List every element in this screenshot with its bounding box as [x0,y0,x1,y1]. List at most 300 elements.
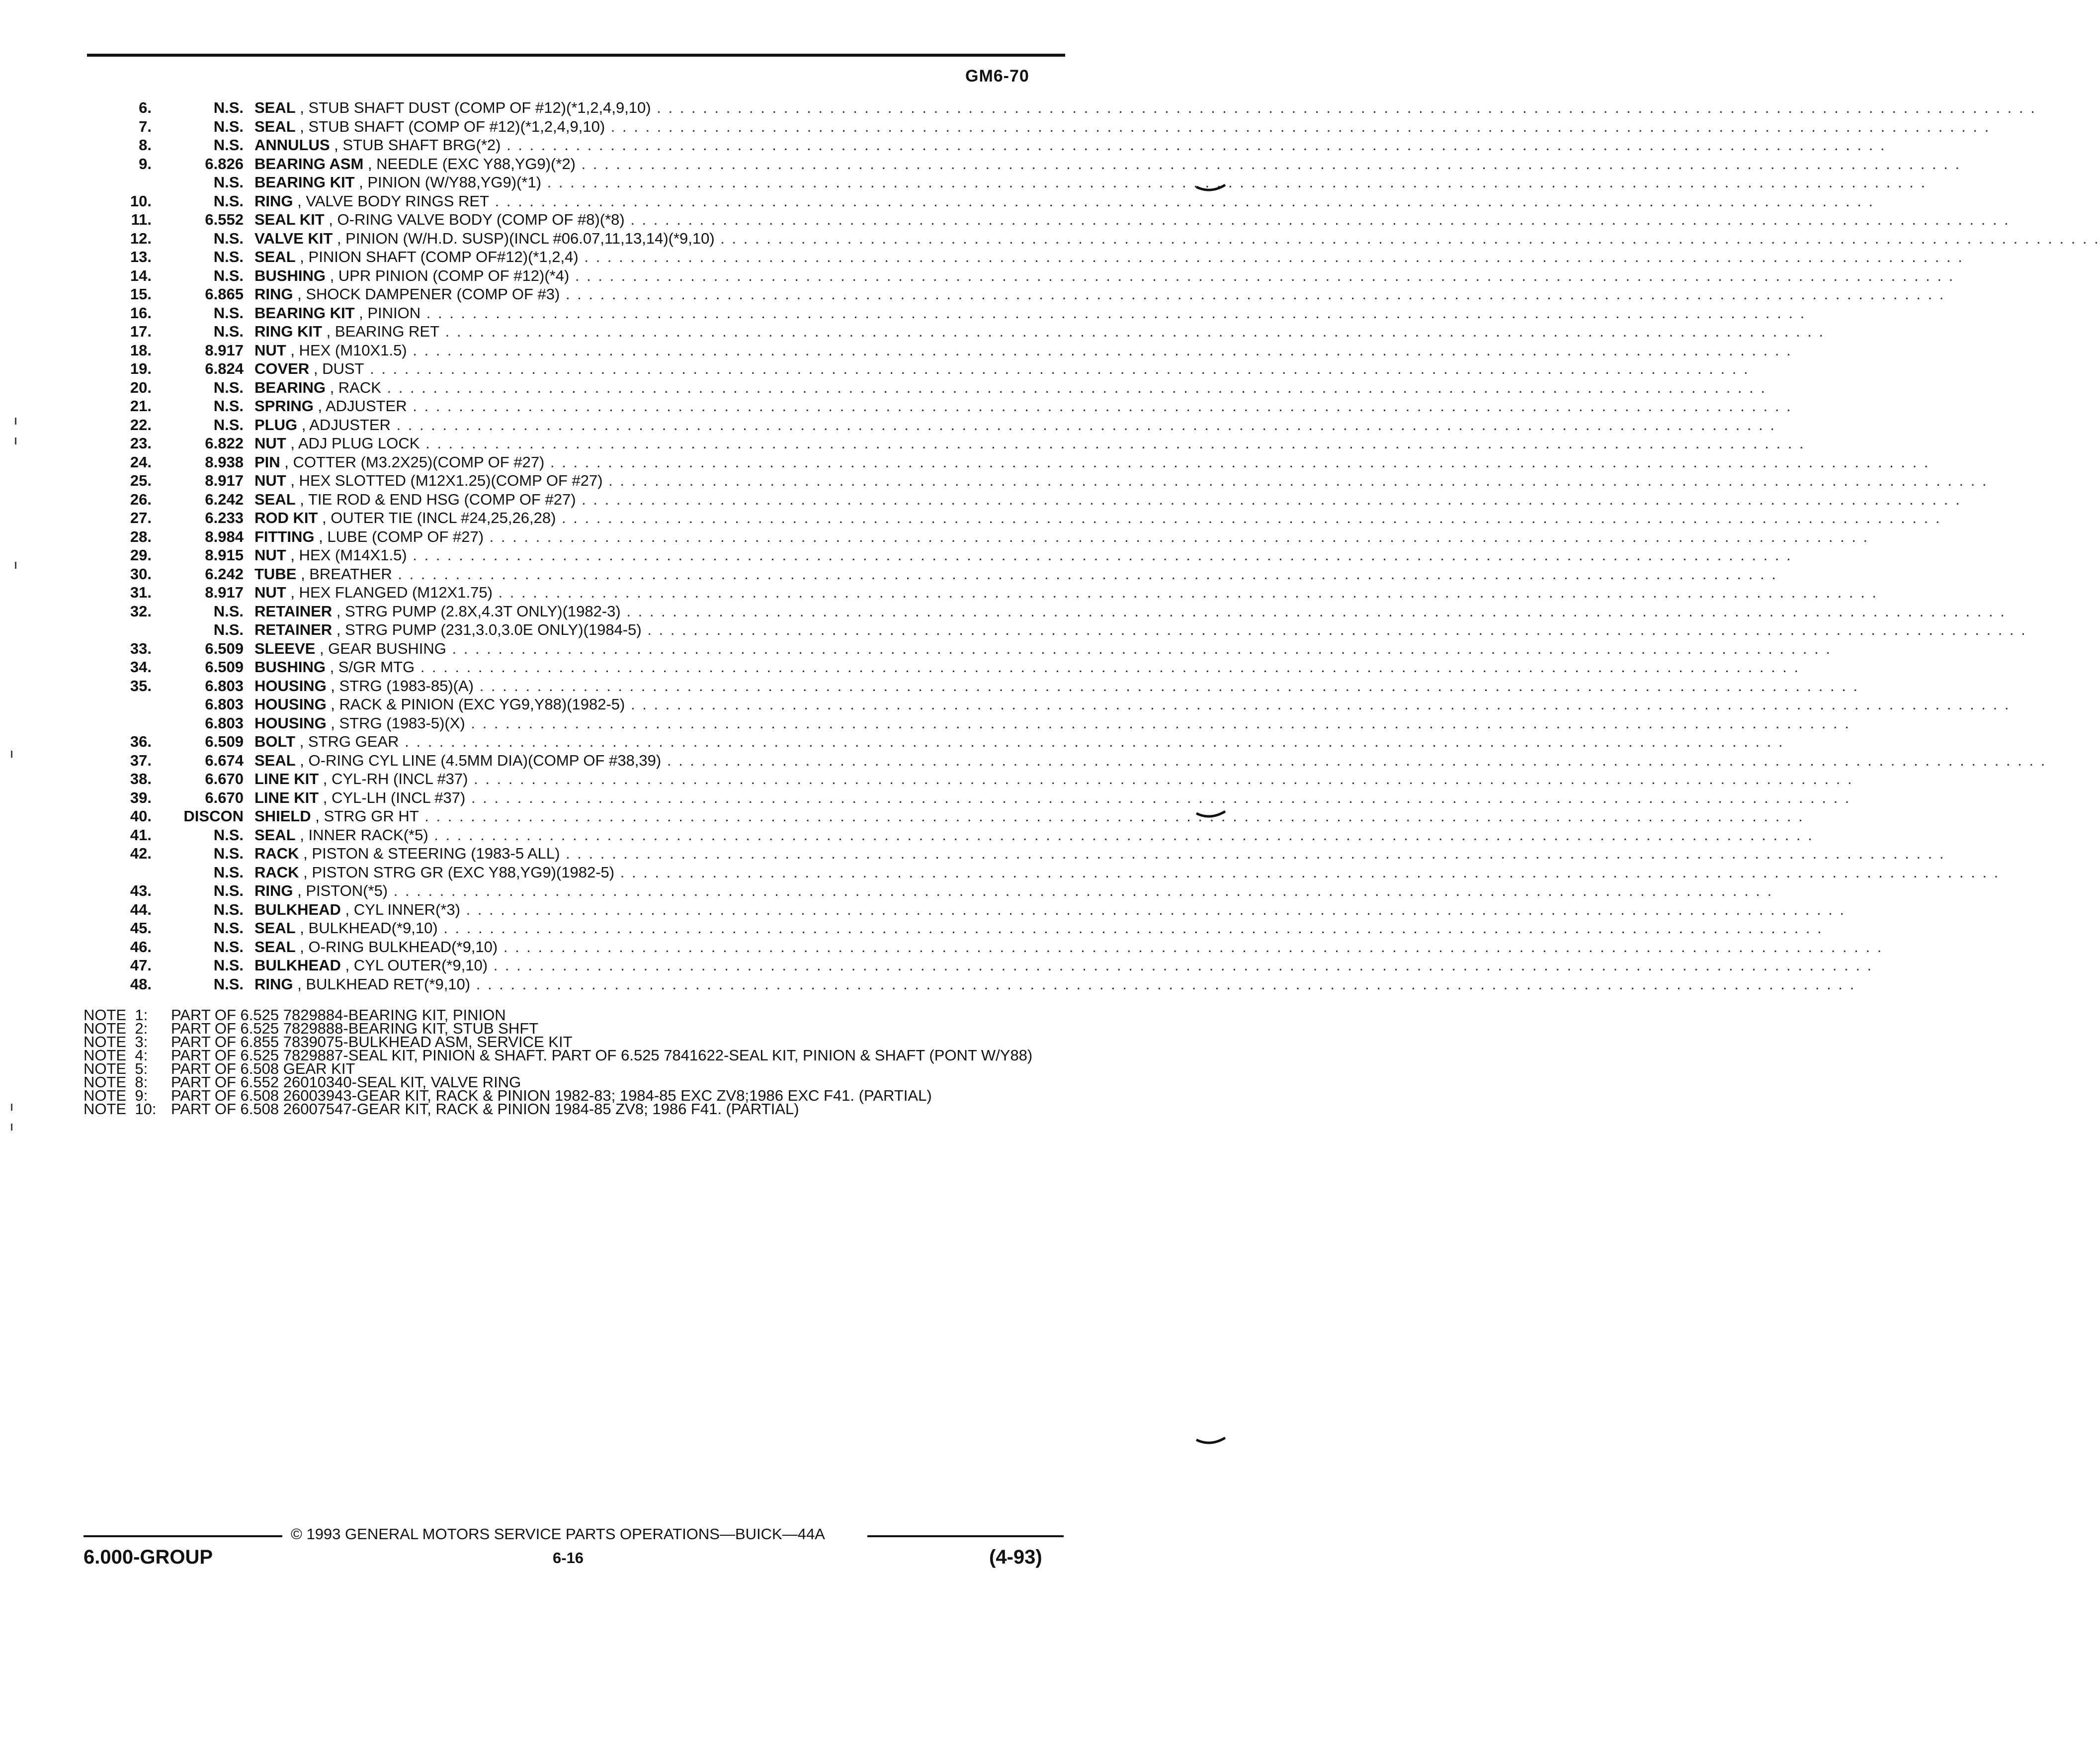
parts-row [0,416,1776,435]
dot-leader: . . . . . . . . . . . . . . . . . . . . . . . . . . . . . . . . . . . . . . . . . . . . . . . . . . . . . . . . . . . . . . . . . . . . . . . . . . . . . . . . . . . . . . . . . . . . . . . . . . . . . . . . . . . . . . . . . . . . . . . . [614,863,2000,881]
part-description [254,322,1825,341]
part-detail: , COTTER (M3.2X25)(COMP OF #27) [280,453,545,471]
part-detail: , PISTON STRG GR (EXC Y88,YG9)(1982-5) [299,863,615,881]
scan-speck [11,1124,12,1131]
part-description [254,527,1869,546]
item-number: 47. [130,957,152,974]
item-number: 46. [130,938,152,956]
part-name: SEAL [254,117,296,135]
item-number: 24. [130,453,152,471]
part-name: RING [254,882,293,899]
parts-row [0,565,1777,584]
item-number: 44. [130,900,152,918]
parts-row [0,155,1961,174]
item-number: 18. [130,341,152,359]
item-number: 35. [130,677,152,695]
item-number: 22. [130,416,152,434]
footer-rule-left [84,1535,282,1537]
part-detail: , CYL OUTER(*9,10) [340,957,488,974]
notes-section [84,1008,1058,1116]
part-detail: , HEX FLANGED (M12X1.75) [286,584,493,601]
dot-leader: . . . . . . . . . . . . . . . . . . . . . . . . . . . . . . . . . . . . . . . . . . . . . . . . . . . . . . . . . . . . . . . . . . . . . . . . . . . . . . . . . . . . . . . . . . . . . . . . . . . . . . . . . . . . . . . . . . . . . . . . [428,826,1814,844]
dot-leader: . . . . . . . . . . . . . . . . . . . . . . . . . . . . . . . . . . . . . . . . . . . . . . . . . . . . . . . . . . . . . . . . . . . . . . . . . . . . . . . . . . . . . . . . . . . . . . . . . . . . . . . . . . . . . . . . . . . . . . . . [364,360,1750,377]
parts-row [0,583,1878,602]
dot-leader: . . . . . . . . . . . . . . . . . . . . . . . . . . . . . . . . . . . . . . . . . . . . . . . . . . . . . . . . . . . . . . . . . . . . . . . . . . . . . . . . . . . . . . . . . . . . . . . . . . . . . . . . . . . . . . . . . . . . . . . . [381,378,1766,396]
item-number: 41. [130,826,152,844]
item-number: 37. [130,751,152,769]
page-number: 6-16 [553,1549,584,1567]
part-detail: , CYL-RH (INCL #37) [319,770,468,788]
part-detail: , HEX (M10X1.5) [286,341,407,359]
group-number: 6.674 [205,751,244,769]
note-label: NOTE 8: [84,1073,148,1091]
part-detail: , ADJ PLUG LOCK [286,435,420,452]
part-description [254,583,1878,602]
item-number: 42. [130,845,152,862]
group-number: 6.509 [205,639,244,657]
part-detail: , STUB SHAFT BRG(*2) [330,136,501,154]
part-detail: , GEAR BUSHING [315,639,446,657]
part-description [254,304,1806,323]
part-description [254,117,1991,136]
note-label: NOTE 1: [84,1006,148,1024]
dot-leader: . . . . . . . . . . . . . . . . . . . . . . . . . . . . . . . . . . . . . . . . . . . . . . . . . . . . . . . . . . . . . . . . . . . . . . . . . . . . . . . . . . . . . . . . . . . . . . . . . . . . . . . . . . . . . . . . . . . . . . . . [541,174,1927,191]
group-number: N.S. [213,975,244,993]
part-name: NUT [254,435,286,452]
dot-leader: . . . . . . . . . . . . . . . . . . . . . . . . . . . . . . . . . . . . . . . . . . . . . . . . . . . . . . . . . . . . . . . . . . . . . . . . . . . . . . . . . . . . . . . . . . . . . . . . . . . . . . . . . . . . . . . . . . . . . . . . [420,435,1805,452]
part-name: BUSHING [254,658,326,676]
part-description [254,248,1964,266]
part-description [254,266,1955,285]
part-name: BEARING KIT [254,304,355,322]
group-number: 6.233 [205,509,244,526]
part-name: RETAINER [254,621,333,638]
part-description [254,565,1777,584]
binder-mark [1195,184,1226,195]
part-description [254,359,1750,378]
part-description [254,397,1792,416]
part-description [254,826,1814,845]
dot-leader: . . . . . . . . . . . . . . . . . . . . . . . . . . . . . . . . . . . . . . . . . . . . . . . . . . . . . . . . . . . . . . . . . . . . . . . . . . . . . . . . . . . . . . . . . . . . . . . . . . . . . . . . . . . . . . . . . . . . . . . . [578,248,1964,265]
note-label: NOTE 5: [84,1060,148,1077]
group-number: N.S. [213,323,244,340]
scan-speck [11,751,12,758]
part-detail: , RACK & PINION (EXC YG9,Y88)(1982-5) [326,696,625,713]
part-detail: , PISTON & STEERING (1983-5 ALL) [299,845,560,862]
note-text: PART OF 6.525 7829888-BEARING KIT, STUB SHFT [171,1020,539,1037]
part-detail: , BULKHEAD(*9,10) [295,919,438,937]
part-description [254,341,1792,360]
group-number: N.S. [213,826,244,844]
part-description [254,788,1851,807]
part-name: PIN [254,453,280,471]
part-name: SEAL KIT [254,211,325,228]
copyright-text: © 1993 GENERAL MOTORS SERVICE PARTS OPERATIONS—BUICK—44A [291,1525,825,1543]
part-description [254,639,1832,658]
part-name: NUT [254,546,286,564]
part-description [254,173,1927,192]
group-number: N.S. [213,416,244,434]
part-detail: , CYL-LH (INCL #37) [319,788,466,806]
item-number: 7. [139,117,152,135]
part-name: NUT [254,472,286,489]
group-number: 6.824 [205,360,244,377]
part-detail: , LUBE (COMP OF #27) [314,527,484,545]
part-name: RACK [254,863,299,881]
group-number: N.S. [213,863,244,881]
group-number: 8.917 [205,472,244,489]
item-number: 9. [139,155,152,173]
dot-leader: . . . . . . . . . . . . . . . . . . . . . . . . . . . . . . . . . . . . . . . . . . . . . . . . . . . . . . . . . . . . . . . . . . . . . . . . . . . . . . . . . . . . . . . . . . . . . . . . . . . . . . . . . . . . . . . . . . . . . . . . [474,677,1859,695]
group-number: 6.509 [205,733,244,750]
part-detail: , BREATHER [296,565,392,583]
part-name: SEAL [254,826,296,844]
item-number: 11. [131,211,152,228]
dot-leader: . . . . . . . . . . . . . . . . . . . . . . . . . . . . . . . . . . . . . . . . . . . . . . . . . . . . . . . . . . . . . . . . . . . . . . . . . . . . . . . . . . . . . . . . . . . . . . . . . . . . . . . . . . . . . . . . . . . . . . . . [641,621,2027,638]
parts-row [0,956,1873,975]
part-detail: , O-RING BULKHEAD(*9,10) [295,938,498,956]
part-name: SPRING [254,397,314,415]
note-text: PART OF 6.508 26007547-GEAR KIT, RACK & PINION 1984-85 ZV8; 1986 F41. (PARTIAL) [171,1100,799,1118]
part-name: SHIELD [254,807,311,825]
group-number: N.S. [213,397,244,415]
group-number: N.S. [213,99,244,116]
part-description [254,453,1930,472]
parts-row [0,117,1991,136]
dot-leader: . . . . . . . . . . . . . . . . . . . . . . . . . . . . . . . . . . . . . . . . . . . . . . . . . . . . . . . . . . . . . . . . . . . . . . . . . . . . . . . . . . . . . . . . . . . . . . . . . . . . . . . . . . . . . . . . . . . . . . . . [437,919,1823,937]
parts-row [0,527,1869,546]
part-description [254,919,1823,938]
part-detail: , DUST [309,360,364,377]
part-description [254,714,1850,733]
parts-row [0,881,1773,900]
parts-row [0,229,2100,248]
item-number: 40. [130,807,152,825]
item-number: 26. [130,490,152,508]
group-number: 8.917 [205,341,244,359]
part-name: LINE KIT [254,788,319,806]
part-description [254,900,1846,919]
part-detail: , CYL INNER(*3) [340,900,460,918]
part-detail: , BULKHEAD RET(*9,10) [293,975,471,993]
part-detail: , VALVE BODY RINGS RET [293,192,489,210]
group-number: N.S. [213,136,244,154]
group-number: 6.822 [205,435,244,452]
parts-row [0,322,1825,341]
parts-row [0,434,1805,453]
part-description [254,378,1766,397]
group-number: N.S. [213,900,244,918]
part-name: FITTING [254,527,315,545]
parts-row [0,509,1941,527]
note-label: NOTE 2: [84,1020,148,1037]
parts-row [0,210,2010,229]
group-number: N.S. [213,957,244,974]
part-description [254,416,1776,435]
note-text: PART OF 6.855 7839075-BULKHEAD ASM, SERVICE KIT [171,1033,573,1050]
part-description [254,434,1805,453]
part-name: COVER [254,360,310,377]
group-number: 8.915 [205,546,244,564]
part-description [254,844,1945,863]
binder-mark [1195,1437,1226,1448]
scan-speck [11,1104,12,1111]
part-description [254,155,1961,174]
part-description [254,863,2000,882]
group-number: N.S. [213,621,244,638]
dot-leader: . . . . . . . . . . . . . . . . . . . . . . . . . . . . . . . . . . . . . . . . . . . . . . . . . . . . . . . . . . . . . . . . . . . . . . . . . . . . . . . . . . . . . . . . . . . . . . . . . . . . . . . . . . . . . . . . . . . . . . . . [560,285,1945,303]
part-name: SEAL [254,938,296,956]
dot-leader: . . . . . . . . . . . . . . . . . . . . . . . . . . . . . . . . . . . . . . . . . . . . . . . . . . . . . . . . . . . . . . . . . . . . . . . . . . . . . . . . . . . . . . . . . . . . . . . . . . . . . . . . . . . . . . . . . . . . . . . . [576,490,1961,508]
part-detail: , PINION [354,304,421,322]
dot-leader: . . . . . . . . . . . . . . . . . . . . . . . . . . . . . . . . . . . . . . . . . . . . . . . . . . . . . . . . . . . . . . . . . . . . . . . . . . . . . . . . . . . . . . . . . . . . . . . . . . . . . . . . . . . . . . . . . . . . . . . . [498,938,1883,956]
group-number: N.S. [213,117,244,135]
note-text: PART OF 6.525 7829887-SEAL KIT, PINION & SHAFT. PART OF 6.525 7841622-SEAL KIT, PINION & SHAFT (PONT W/Y88) [171,1047,1033,1064]
item-number: 20. [130,378,152,396]
part-name: NUT [254,584,286,601]
part-name: BUSHING [254,266,326,284]
dot-leader: . . . . . . . . . . . . . . . . . . . . . . . . . . . . . . . . . . . . . . . . . . . . . . . . . . . . . . . . . . . . . . . . . . . . . . . . . . . . . . . . . . . . . . . . . . . . . . . . . . . . . . . . . . . . . . . . . . . . . . . . [625,696,2011,713]
parts-row [0,304,1806,323]
part-name: RING [254,285,293,303]
dot-leader: . . . . . . . . . . . . . . . . . . . . . . . . . . . . . . . . . . . . . . . . . . . . . . . . . . . . . . . . . . . . . . . . . . . . . . . . . . . . . . . . . . . . . . . . . . . . . . . . . . . . . . . . . . . . . . . . . . . . . . . . [468,770,1853,788]
parts-row [0,192,1875,211]
part-description [254,471,1988,490]
parts-row [0,136,1886,155]
part-description [254,192,1875,211]
dot-leader: . . . . . . . . . . . . . . . . . . . . . . . . . . . . . . . . . . . . . . . . . . . . . . . . . . . . . . . . . . . . . . . . . . . . . . . . . . . . . . . . . . . . . . . . . . . . . . . . . . . . . . . . . . . . . . . . . . . . . . . . [624,211,2010,228]
part-name: RING KIT [254,323,323,340]
item-number: 17. [130,323,152,340]
note-text: PART OF 6.525 7829884-BEARING KIT, PINION [171,1006,506,1024]
dot-leader: . . . . . . . . . . . . . . . . . . . . . . . . . . . . . . . . . . . . . . . . . . . . . . . . . . . . . . . . . . . . . . . . . . . . . . . . . . . . . . . . . . . . . . . . . . . . . . . . . . . . . . . . . . . . . . . . . . . . . . . . [390,416,1776,434]
dot-leader: . . . . . . . . . . . . . . . . . . . . . . . . . . . . . . . . . . . . . . . . . . . . . . . . . . . . . . . . . . . . . . . . . . . . . . . . . . . . . . . . . . . . . . . . . . . . . . . . . . . . . . . . . . . . . . . . . . . . . . . . [420,304,1806,322]
dot-leader: . . . . . . . . . . . . . . . . . . . . . . . . . . . . . . . . . . . . . . . . . . . . . . . . . . . . . . . . . . . . . . . . . . . . . . . . . . . . . . . . . . . . . . . . . . . . . . . . . . . . . . . . . . . . . . . . . . . . . . . . [484,527,1869,545]
dot-leader: . . . . . . . . . . . . . . . . . . . . . . . . . . . . . . . . . . . . . . . . . . . . . . . . . . . . . . . . . . . . . . . . . . . . . . . . . . . . . . . . . . . . . . . . . . . . . . . . . . . . . . . . . . . . . . . . . . . . . . . . [714,229,2100,247]
part-description [254,546,1792,565]
group-number: 6.670 [205,770,244,788]
group-number: N.S. [213,919,244,937]
page-id: GM6-70 [965,67,1029,86]
group-number: N.S. [213,882,244,899]
group-number: 6.242 [205,565,244,583]
parts-row [0,341,1792,360]
part-name: PLUG [254,416,298,434]
group-number: N.S. [213,248,244,265]
parts-row [0,639,1832,658]
item-number: 21. [130,397,152,415]
part-name: BOLT [254,733,296,750]
group-number: N.S. [213,304,244,322]
part-detail: , ADJUSTER [313,397,407,415]
group-number: 6.242 [205,490,244,508]
part-name: TUBE [254,565,297,583]
item-number: 32. [130,602,152,620]
parts-row [0,602,2006,621]
part-name: SEAL [254,248,296,265]
dot-leader: . . . . . . . . . . . . . . . . . . . . . . . . . . . . . . . . . . . . . . . . . . . . . . . . . . . . . . . . . . . . . . . . . . . . . . . . . . . . . . . . . . . . . . . . . . . . . . . . . . . . . . . . . . . . . . . . . . . . . . . . [465,788,1851,806]
dot-leader: . . . . . . . . . . . . . . . . . . . . . . . . . . . . . . . . . . . . . . . . . . . . . . . . . . . . . . . . . . . . . . . . . . . . . . . . . . . . . . . . . . . . . . . . . . . . . . . . . . . . . . . . . . . . . . . . . . . . . . . . [439,323,1825,340]
part-name: HOUSING [254,696,327,713]
part-name: BEARING ASM [254,155,364,173]
part-name: SEAL [254,919,296,937]
part-description [254,136,1886,155]
item-number: 10. [130,192,152,210]
part-detail: , RACK [325,378,381,396]
group-number: 6.826 [205,155,244,173]
part-description [254,881,1773,900]
parts-row [0,173,1927,192]
part-description [254,602,2006,621]
parts-row [0,975,1856,994]
part-detail: , O-RING VALVE BODY (COMP OF #8)(*8) [324,211,625,228]
top-rule [87,54,1065,57]
group-label: 6.000-GROUP [84,1546,213,1568]
dot-leader: . . . . . . . . . . . . . . . . . . . . . . . . . . . . . . . . . . . . . . . . . . . . . . . . . . . . . . . . . . . . . . . . . . . . . . . . . . . . . . . . . . . . . . . . . . . . . . . . . . . . . . . . . . . . . . . . . . . . . . . . [407,546,1792,564]
part-description [254,677,1859,696]
item-number: 28. [130,527,152,545]
note-text: PART OF 6.508 26003943-GEAR KIT, RACK & PINION 1982-83; 1984-85 EXC ZV8;1986 EXC F41. (PARTIAL) [171,1087,932,1104]
group-number: N.S. [213,174,244,191]
parts-row [0,695,2011,714]
parts-row [0,248,1964,266]
parts-row [0,714,1850,733]
parts-row [0,938,1883,957]
part-detail: , STRG (1983-85)(A) [326,677,474,695]
dot-leader: . . . . . . . . . . . . . . . . . . . . . . . . . . . . . . . . . . . . . . . . . . . . . . . . . . . . . . . . . . . . . . . . . . . . . . . . . . . . . . . . . . . . . . . . . . . . . . . . . . . . . . . . . . . . . . . . . . . . . . . . [460,900,1846,918]
part-name: RACK [254,845,299,862]
part-detail: , TIE ROD & END HSG (COMP OF #27) [295,490,576,508]
part-description [254,210,2010,229]
binder-mark [1195,810,1226,821]
group-number: N.S. [213,266,244,284]
parts-row [0,658,1800,677]
item-number: 34. [130,658,152,676]
item-number: 13. [130,248,152,265]
dot-leader: . . . . . . . . . . . . . . . . . . . . . . . . . . . . . . . . . . . . . . . . . . . . . . . . . . . . . . . . . . . . . . . . . . . . . . . . . . . . . . . . . . . . . . . . . . . . . . . . . . . . . . . . . . . . . . . . . . . . . . . . [492,584,1878,601]
part-description [254,807,1804,826]
note-label: NOTE 3: [84,1033,148,1050]
parts-row [0,378,1766,397]
part-description [254,229,2100,248]
parts-row [0,844,1945,863]
part-detail: , NEEDLE (EXC Y88,YG9)(*2) [363,155,576,173]
parts-row [0,919,1823,938]
group-number: N.S. [213,938,244,956]
part-name: HOUSING [254,677,327,695]
part-detail: , STRG PUMP (231,3.0,3.0E ONLY)(1984-5) [332,621,642,638]
dot-leader: . . . . . . . . . . . . . . . . . . . . . . . . . . . . . . . . . . . . . . . . . . . . . . . . . . . . . . . . . . . . . . . . . . . . . . . . . . . . . . . . . . . . . . . . . . . . . . . . . . . . . . . . . . . . . . . . . . . . . . . . [392,565,1777,583]
item-number: 33. [130,639,152,657]
part-detail: , STUB SHAFT DUST (COMP OF #12)(*1,2,4,9,10) [295,99,651,116]
note-text: PART OF 6.552 26010340-SEAL KIT, VALVE RING [171,1073,521,1091]
part-name: BEARING KIT [254,174,355,191]
parts-row [0,359,1750,378]
scan-speck [15,562,16,569]
item-number: 25. [130,472,152,489]
parts-row [0,788,1851,807]
part-name: LINE KIT [254,770,319,788]
part-detail: , HEX (M14X1.5) [286,546,407,564]
footer-rule-right [867,1535,1064,1537]
group-number: 8.984 [205,527,244,545]
item-number: 30. [130,565,152,583]
part-detail: , STRG GEAR [295,733,399,750]
dot-leader: . . . . . . . . . . . . . . . . . . . . . . . . . . . . . . . . . . . . . . . . . . . . . . . . . . . . . . . . . . . . . . . . . . . . . . . . . . . . . . . . . . . . . . . . . . . . . . . . . . . . . . . . . . . . . . . . . . . . . . . . [560,845,1945,862]
part-description [254,938,1883,957]
part-detail: , BEARING RET [322,323,440,340]
part-name: VALVE KIT [254,229,333,247]
part-detail: , PINION SHAFT (COMP OF#12)(*1,2,4) [295,248,579,265]
parts-row [0,546,1792,565]
parts-row [0,770,1853,788]
item-number: 15. [130,285,152,303]
item-number: 39. [130,788,152,806]
dot-leader: . . . . . . . . . . . . . . . . . . . . . . . . . . . . . . . . . . . . . . . . . . . . . . . . . . . . . . . . . . . . . . . . . . . . . . . . . . . . . . . . . . . . . . . . . . . . . . . . . . . . . . . . . . . . . . . . . . . . . . . . [488,957,1873,974]
dot-leader: . . . . . . . . . . . . . . . . . . . . . . . . . . . . . . . . . . . . . . . . . . . . . . . . . . . . . . . . . . . . . . . . . . . . . . . . . . . . . . . . . . . . . . . . . . . . . . . . . . . . . . . . . . . . . . . . . . . . . . . . [569,266,1955,284]
part-detail: , OUTER TIE (INCL #24,25,26,28) [318,509,556,526]
part-detail: , STRG GR HT [311,807,419,825]
group-number: N.S. [213,845,244,862]
part-detail: , PISTON(*5) [293,882,388,899]
part-name: SEAL [254,490,296,508]
part-name: SEAL [254,751,296,769]
dot-leader: . . . . . . . . . . . . . . . . . . . . . . . . . . . . . . . . . . . . . . . . . . . . . . . . . . . . . . . . . . . . . . . . . . . . . . . . . . . . . . . . . . . . . . . . . . . . . . . . . . . . . . . . . . . . . . . . . . . . . . . . [465,714,1850,732]
part-description [254,975,1856,994]
item-number: 19. [130,360,152,377]
parts-row [0,863,2000,882]
item-number: 12. [130,229,152,247]
dot-leader: . . . . . . . . . . . . . . . . . . . . . . . . . . . . . . . . . . . . . . . . . . . . . . . . . . . . . . . . . . . . . . . . . . . . . . . . . . . . . . . . . . . . . . . . . . . . . . . . . . . . . . . . . . . . . . . . . . . . . . . . [602,472,1988,489]
dot-leader: . . . . . . . . . . . . . . . . . . . . . . . . . . . . . . . . . . . . . . . . . . . . . . . . . . . . . . . . . . . . . . . . . . . . . . . . . . . . . . . . . . . . . . . . . . . . . . . . . . . . . . . . . . . . . . . . . . . . . . . . [576,155,1961,173]
part-detail: , INNER RACK(*5) [295,826,428,844]
parts-row [0,453,1930,472]
part-name: HOUSING [254,714,327,732]
item-number: 23. [130,435,152,452]
item-number: 6. [139,99,152,116]
item-number: 43. [130,882,152,899]
part-name: BULKHEAD [254,957,341,974]
part-name: RING [254,975,293,993]
scan-speck [15,418,16,425]
parts-row [0,285,1945,304]
part-description [254,658,1800,677]
parts-row [0,826,1814,845]
item-number: 48. [130,975,152,993]
part-detail: , UPR PINION (COMP OF #12)(*4) [325,266,570,284]
part-detail: , PINION (W/Y88,YG9)(*1) [354,174,542,191]
item-number: 14. [130,266,152,284]
part-name: ROD KIT [254,509,318,526]
part-detail: , S/GR MTG [325,658,415,676]
scan-speck [15,438,16,444]
part-detail: , ADJUSTER [297,416,391,434]
dot-leader: . . . . . . . . . . . . . . . . . . . . . . . . . . . . . . . . . . . . . . . . . . . . . . . . . . . . . . . . . . . . . . . . . . . . . . . . . . . . . . . . . . . . . . . . . . . . . . . . . . . . . . . . . . . . . . . . . . . . . . . . [399,733,1784,750]
part-description [254,732,1784,751]
revision-date: (4-93) [989,1546,1042,1568]
dot-leader: . . . . . . . . . . . . . . . . . . . . . . . . . . . . . . . . . . . . . . . . . . . . . . . . . . . . . . . . . . . . . . . . . . . . . . . . . . . . . . . . . . . . . . . . . . . . . . . . . . . . . . . . . . . . . . . . . . . . . . . . [661,751,2047,769]
parts-row [0,732,1784,751]
dot-leader: . . . . . . . . . . . . . . . . . . . . . . . . . . . . . . . . . . . . . . . . . . . . . . . . . . . . . . . . . . . . . . . . . . . . . . . . . . . . . . . . . . . . . . . . . . . . . . . . . . . . . . . . . . . . . . . . . . . . . . . . [605,117,1991,135]
dot-leader: . . . . . . . . . . . . . . . . . . . . . . . . . . . . . . . . . . . . . . . . . . . . . . . . . . . . . . . . . . . . . . . . . . . . . . . . . . . . . . . . . . . . . . . . . . . . . . . . . . . . . . . . . . . . . . . . . . . . . . . . [407,397,1792,415]
note-label: NOTE 9: [84,1087,148,1104]
parts-row [0,266,1955,285]
part-detail: , HEX SLOTTED (M12X1.25)(COMP OF #27) [286,472,603,489]
part-name: NUT [254,341,286,359]
part-description [254,98,2036,117]
item-number: 45. [130,919,152,937]
dot-leader: . . . . . . . . . . . . . . . . . . . . . . . . . . . . . . . . . . . . . . . . . . . . . . . . . . . . . . . . . . . . . . . . . . . . . . . . . . . . . . . . . . . . . . . . . . . . . . . . . . . . . . . . . . . . . . . . . . . . . . . . [419,807,1804,825]
